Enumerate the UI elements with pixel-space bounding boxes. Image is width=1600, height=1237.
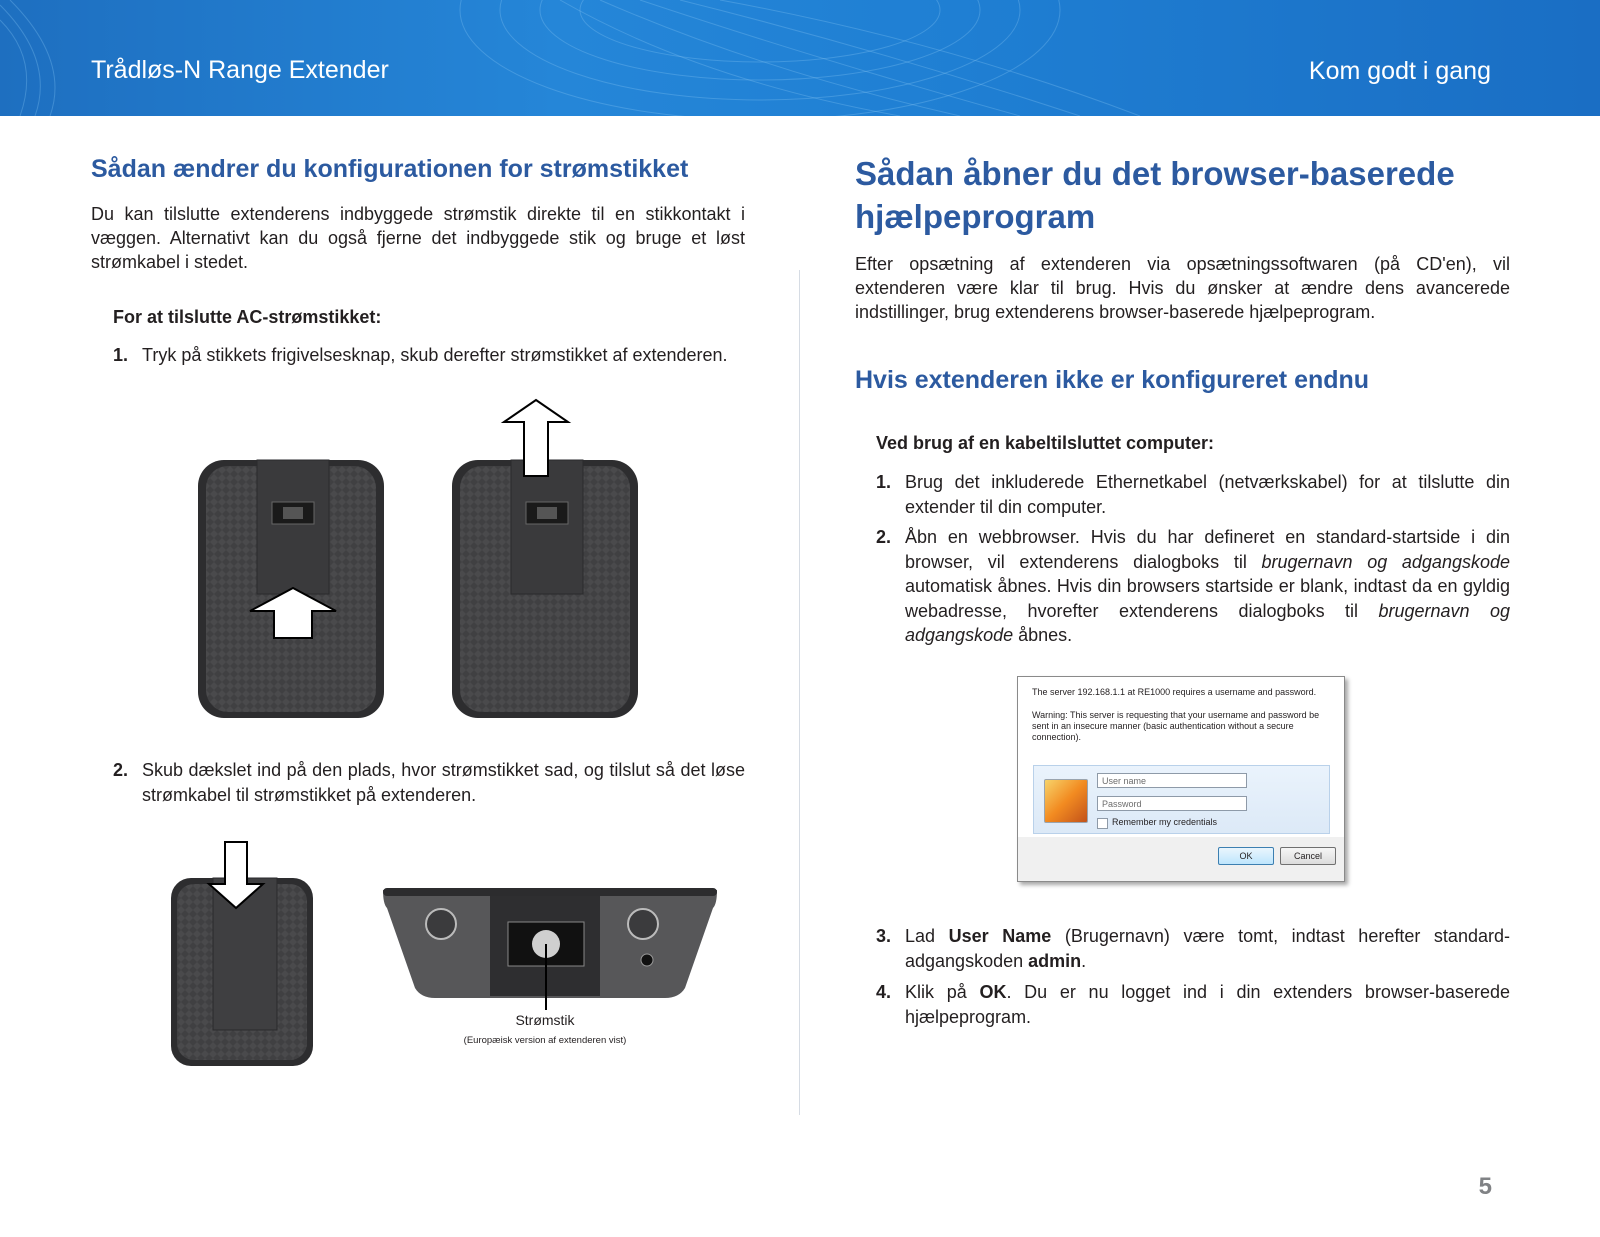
left-heading: Sådan ændrer du konfigurationen for strømstikket [91,155,689,183]
step-text: Brug det inkluderede Ethernetkabel (netværkskabel) for at tilslutte din extender til din computer. [905,472,1510,517]
figure-label: Strømstik [515,1012,575,1028]
step-text: Tryk på stikkets frigivelsesknap, skub derefter strømstikket af extenderen. [142,345,728,365]
text-run: Lad [905,926,949,946]
remember-label: Remember my credentials [1112,817,1218,827]
step-number: 1. [113,345,129,365]
remember-checkbox[interactable] [1097,818,1108,829]
text-run: åbnes. [1013,625,1073,645]
column-divider [799,270,800,1115]
right-subheading: Hvis extenderen ikke er konfigureret endnu [855,366,1370,394]
login-dialog [1017,676,1345,882]
plug-removal-figure [190,398,650,728]
extender-device-right [452,460,638,718]
step-text: Skub dækslet ind på den plads, hvor strømstikket sad, og tilslut så det løse strømkabel til strømstikket på extenderen. [142,760,745,805]
text-run: Klik på [905,982,980,1002]
step-number: 2. [876,527,892,547]
step-text [905,980,1510,1029]
step-number: 4. [876,982,892,1002]
figure-sublabel: (Europæisk version af extenderen vist) [463,1035,627,1046]
right-heading-line-2: hjælpeprogram [855,198,1096,235]
text-run: automatisk åbnes. Hvis din browsers startside er blank, indtast da en gyldig webadresse, hvorefter extenderens dialogboks til [905,576,1510,621]
section-title: Kom godt i gang [1308,57,1491,85]
password-input[interactable]: Password [1097,796,1247,811]
document-title: Trådløs-N Range Extender [91,56,389,84]
text-run-bold: User Name [948,926,1052,946]
page-number: 5 [1478,1173,1492,1200]
text-run-bold: OK [979,982,1007,1002]
dialog-warning: Warning: This server is requesting that your username and password be sent in an insecure manner (basic authentication without a secure connection). [1032,710,1320,742]
extender-device-cover [171,878,313,1066]
step-number: 3. [876,926,892,946]
right-lead: Ved brug af en kabeltilsluttet computer: [876,433,1215,453]
step-text [905,924,1510,973]
text-run-italic: brugernavn og adgangskode [905,600,1510,645]
text-run-bold: admin [1028,950,1082,971]
credentials-panel [1033,765,1330,834]
step-number: 1. [876,472,892,492]
left-subheading: For at tilslutte AC-strømstikket: [113,307,382,327]
right-heading-line-1: Sådan åbner du det browser-baserede [855,155,1455,192]
dialog-message: The server 192.168.1.1 at RE1000 requires a username and password. [1032,687,1317,697]
right-heading [855,152,1455,238]
step-text [905,525,1510,648]
header-banner [0,0,1600,116]
username-input[interactable]: User name [1097,773,1247,788]
text-run-italic: brugernavn og adgangskode [1261,551,1510,572]
ok-button[interactable]: OK [1218,847,1274,865]
extender-bottom-view [383,888,717,1010]
dialog-body [1018,677,1344,837]
cancel-button[interactable]: Cancel [1280,847,1336,865]
left-intro: Du kan tilslutte extenderens indbyggede strømstik direkte til en stikkontakt i væggen. Alternativt kan du også fjerne det indbyggede stik og bruge et løst strømkabel i stedet. [91,204,745,272]
user-avatar-icon [1044,779,1088,823]
text-run: (Brugernavn) være tomt, indtast herefter standard-adgangskoden [905,926,1510,971]
text-run: . [1081,950,1087,971]
text-run: Åbn en webbrowser. Hvis du har defineret en standard-startside i din browser, vil extenderens dialogboks til [905,527,1510,572]
text-run: . Du er nu logget ind i din extenders browser-baserede hjælpeprogram. [905,982,1511,1027]
right-intro: Efter opsætning af extenderen via opsætningssoftwaren (på CD'en), vil extenderen være klar til brug. Hvis du ønsker at ændre dens avancerede indstillinger, brug extenderens browser-baserede hjælpeprogram. [855,254,1510,322]
step-number: 2. [113,760,129,780]
